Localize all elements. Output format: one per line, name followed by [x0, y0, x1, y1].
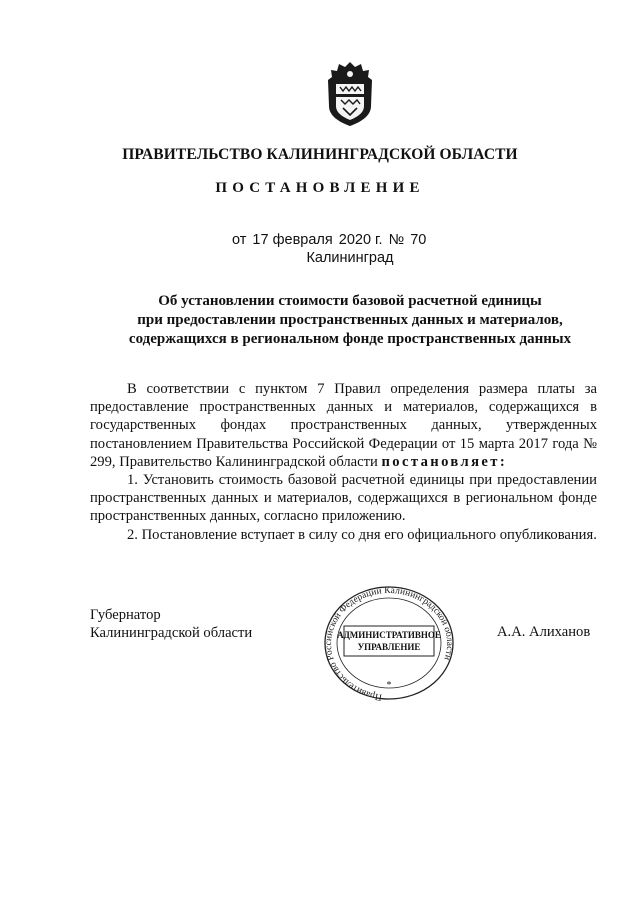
year: 2020 г. — [338, 232, 383, 248]
subject-line: содержащихся в региональном фонде пространственных данных — [128, 331, 572, 347]
item-1-paragraph: 1. Установить стоимость базовой расчетной единицы при предоставлении пространственных данных и материалов, содержащихся в региональном фонде пространственных данных, согласно приложению. — [90, 472, 597, 525]
document-subject — [90, 292, 610, 349]
item-2-paragraph: 2. Постановление вступает в силу со дня его официального опубликования. — [127, 526, 597, 543]
signatory-title-line: Губернатор — [90, 607, 161, 623]
organization-title: ПРАВИТЕЛЬСТВО КАЛИНИНГРАДСКОЙ ОБЛАСТИ — [122, 146, 518, 163]
decree-verb: постановляет: — [381, 453, 508, 470]
date: 17 февраля — [252, 232, 333, 248]
document-type: ПОСТАНОВЛЕНИЕ — [215, 180, 425, 196]
signatory-name: А.А. Алиханов — [497, 624, 591, 640]
stamp-ring-text: Правительство Российской Федерации Калининградской области — [324, 585, 455, 702]
stamp-star: * — [386, 680, 392, 691]
subject-line: Об установлении стоимости базовой расчетной единицы — [158, 293, 542, 309]
coat-of-arms-emblem — [325, 60, 375, 128]
signatory-title — [90, 606, 252, 643]
subject-line: при предоставлении пространственных данных и материалов, — [137, 312, 563, 328]
document-body — [90, 380, 597, 544]
signatory-title-line: Калининградской области — [90, 625, 253, 642]
date-line — [232, 232, 428, 248]
stamp-center-line: УПРАВЛЕНИЕ — [357, 642, 421, 652]
preamble-paragraph — [90, 380, 597, 471]
official-stamp — [322, 585, 456, 705]
preamble-text: В соответствии с пунктом 7 Правил определения размера платы за предоставление пространственных данных и материалов, содержащихся в государственных фондах пространственных данных, утвержденных постановлением Правительства Российской Федерации от 15 марта 2017 года № 299, Правительство Калининградской области — [90, 381, 597, 470]
number-sign: № — [388, 232, 405, 248]
city: Калининград — [306, 250, 394, 266]
date-prefix: от — [232, 232, 247, 248]
document-number: 70 — [410, 232, 427, 248]
stamp-center-line: АДМИНИСТРАТИВНОЕ — [337, 630, 441, 640]
